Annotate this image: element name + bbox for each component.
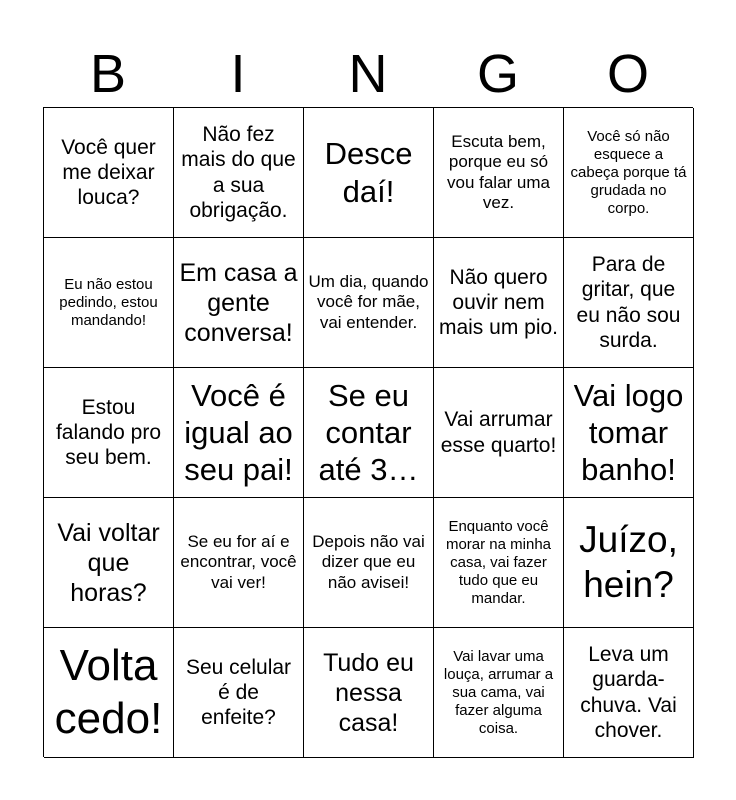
header-letter-i: I xyxy=(230,44,246,104)
bingo-cell[interactable]: Vai arrumar esse quarto! xyxy=(434,368,564,498)
bingo-cell[interactable]: Eu não estou pedindo, estou mandando! xyxy=(44,238,174,368)
bingo-cell[interactable]: Volta cedo! xyxy=(44,628,174,758)
bingo-cell[interactable]: Enquanto você morar na minha casa, vai fazer tudo que eu mandar. xyxy=(434,498,564,628)
bingo-cell[interactable]: Seu celular é de enfeite? xyxy=(174,628,304,758)
bingo-cell[interactable]: Um dia, quando você for mãe, vai entender. xyxy=(304,238,434,368)
bingo-header xyxy=(43,40,693,108)
header-letter-n: N xyxy=(348,44,388,104)
bingo-cell[interactable]: Não fez mais do que a sua obrigação. xyxy=(174,108,304,238)
bingo-cell[interactable]: Em casa a gente conversa! xyxy=(174,238,304,368)
bingo-cell[interactable]: Depois não vai dizer que eu não avisei! xyxy=(304,498,434,628)
bingo-cell[interactable]: Desce daí! xyxy=(304,108,434,238)
bingo-cell[interactable]: Juízo, hein? xyxy=(564,498,694,628)
bingo-cell[interactable]: Para de gritar, que eu não sou surda. xyxy=(564,238,694,368)
bingo-cell[interactable]: Se eu contar até 3… xyxy=(304,368,434,498)
bingo-cell[interactable]: Vai voltar que horas? xyxy=(44,498,174,628)
bingo-cell[interactable]: Não quero ouvir nem mais um pio. xyxy=(434,238,564,368)
bingo-board xyxy=(43,107,693,757)
header-letter-o: O xyxy=(606,44,649,104)
bingo-cell[interactable]: Leva um guarda-chuva. Vai chover. xyxy=(564,628,694,758)
bingo-cell[interactable]: Se eu for aí e encontrar, você vai ver! xyxy=(174,498,304,628)
bingo-cell[interactable]: Você quer me deixar louca? xyxy=(44,108,174,238)
header-letter-b: B xyxy=(89,44,127,104)
bingo-cell[interactable]: Vai logo tomar banho! xyxy=(564,368,694,498)
bingo-cell[interactable]: Você só não esquece a cabeça porque tá grudada no corpo. xyxy=(564,108,694,238)
bingo-cell[interactable]: Você é igual ao seu pai! xyxy=(174,368,304,498)
bingo-cell[interactable]: Escuta bem, porque eu só vou falar uma vez. xyxy=(434,108,564,238)
header-letter-g: G xyxy=(476,44,519,104)
bingo-cell[interactable]: Tudo eu nessa casa! xyxy=(304,628,434,758)
bingo-cell[interactable]: Vai lavar uma louça, arrumar a sua cama, vai fazer alguma coisa. xyxy=(434,628,564,758)
bingo-cell[interactable]: Estou falando pro seu bem. xyxy=(44,368,174,498)
